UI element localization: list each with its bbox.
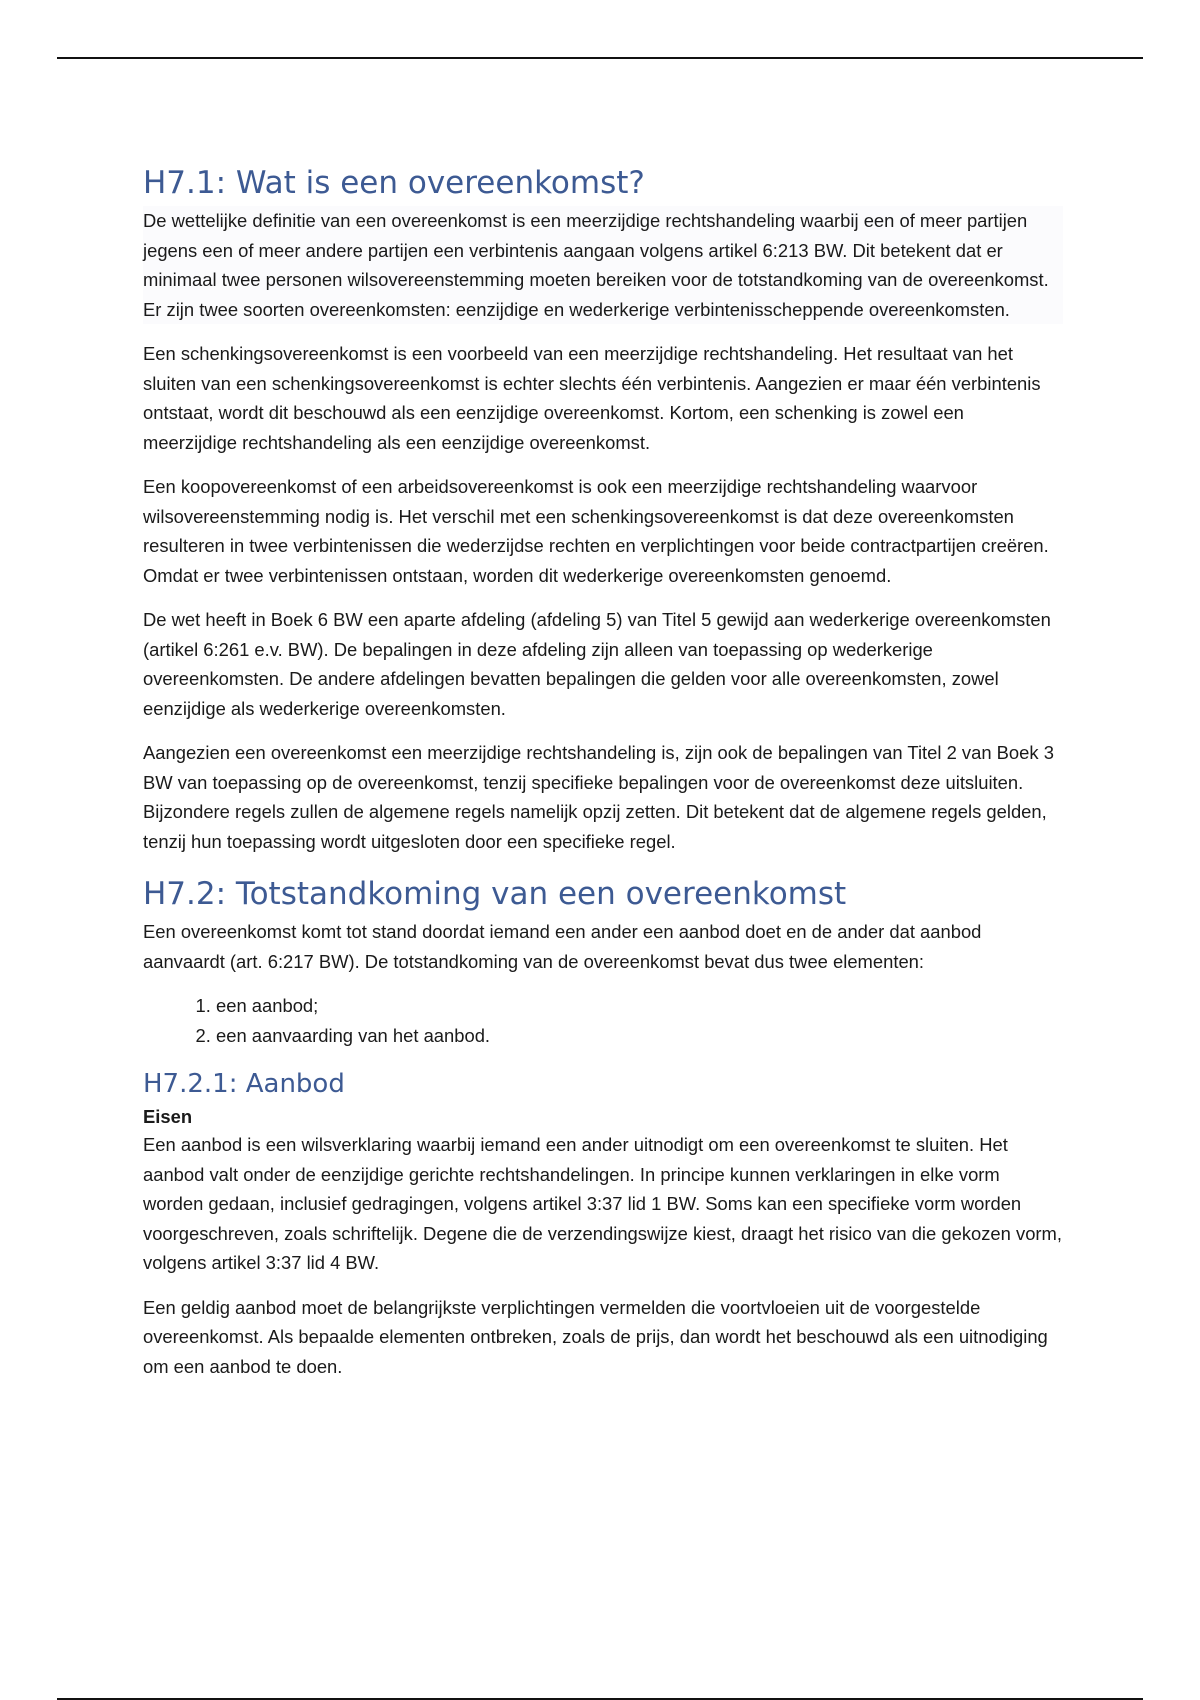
paragraph: Een geldig aanbod moet de belangrijkste verplichtingen vermelden die voortvloeien uit de voorgestelde overeenkomst. Als bepaalde elementen ontbreken, zoals de prijs, dan wordt het beschouwd als een uitnodiging om een aanbod te doen. [143,1296,1048,1377]
document-body [143,160,1063,1396]
heading-h7-2: H7.2: Totstandkoming van een overeenkomst [143,876,847,912]
paragraph: Een aanbod is een wilsverklaring waarbij iemand een ander uitnodigt om een overeenkomst te sluiten. Het aanbod valt onder de eenzijdige gerichte rechtshandelingen. In principe kunnen verklaringen in elke vorm worden gedaan, inclusief gedragingen, volgens artikel 3:37 lid 1 BW. Soms kan een specifieke vorm worden voorgeschreven, zoals schriftelijk. Degene die de verzendingswijze kiest, draagt het risico van die gekozen vorm, volgens artikel 3:37 lid 4 BW. [143,1134,1062,1273]
heading-h7-2-1: H7.2.1: Aanbod [143,1069,345,1099]
page-top-rule [57,57,1143,59]
numbered-list [143,991,1063,1051]
paragraph: Een overeenkomst komt tot stand doordat iemand een ander een aanbod doet en de ander dat aanbod aanvaardt (art. 6:217 BW). De totstandkoming van de overeenkomst bevat dus twee elementen: [143,921,982,972]
paragraph: Aangezien een overeenkomst een meerzijdige rechtshandeling is, zijn ook de bepalingen van Titel 2 van Boek 3 BW van toepassing op de overeenkomst, tenzij specifieke bepalingen voor de overeenkomst deze uitsluiten. Bijzondere regels zullen de algemene regels namelijk opzij zetten. Dit betekent dat de algemene regels gelden, tenzij hun toepassing wordt uitgesloten door een specifieke regel. [143,742,1054,852]
paragraph: De wet heeft in Boek 6 BW een aparte afdeling (afdeling 5) van Titel 5 gewijd aan wederkerige overeenkomsten (artikel 6:261 e.v. BW). De bepalingen in deze afdeling zijn alleen van toepassing op wederkerige overeenkomsten. De andere afdelingen bevatten bepalingen die gelden voor alle overeenkomsten, zowel eenzijdige als wederkerige overeenkomsten. [143,609,1051,719]
paragraph: Een schenkingsovereenkomst is een voorbeeld van een meerzijdige rechtshandeling. Het resultaat van het sluiten van een schenkingsovereenkomst is echter slechts één verbintenis. Aangezien er maar één verbintenis ontstaat, wordt dit beschouwd als een eenzijdige overeenkomst. Kortom, een schenking is zowel een meerzijdige rechtshandeling als een eenzijdige overeenkomst. [143,343,1041,453]
paragraph: De wettelijke definitie van een overeenkomst is een meerzijdige rechtshandeling waarbij een of meer partijen jegens een of meer andere partijen een verbintenis aangaan volgens artikel 6:213 BW. Dit betekent dat er minimaal twee personen wilsovereenstemming moeten bereiken voor de totstandkoming van de overeenkomst. Er zijn twee soorten overeenkomsten: eenzijdige en wederkerige verbintenisscheppende overeenkomsten. [143,206,1063,324]
paragraph: Een koopovereenkomst of een arbeidsovereenkomst is ook een meerzijdige rechtshandeling waarvoor wilsovereenstemming nodig is. Het verschil met een schenkingsovereenkomst is dat deze overeenkomsten resulteren in twee verbintenissen die wederzijdse rechten en verplichtingen voor beide contractpartijen creëren. Omdat er twee verbintenissen ontstaan, worden dit wederkerige overeenkomsten genoemd. [143,476,1049,586]
heading-h7-1: H7.1: Wat is een overeenkomst? [143,165,645,201]
list-item: 1. een aanbod; [216,991,1063,1021]
subheading-eisen: Eisen [143,1106,193,1127]
list-item: 2. een aanvaarding van het aanbod. [216,1021,1063,1051]
